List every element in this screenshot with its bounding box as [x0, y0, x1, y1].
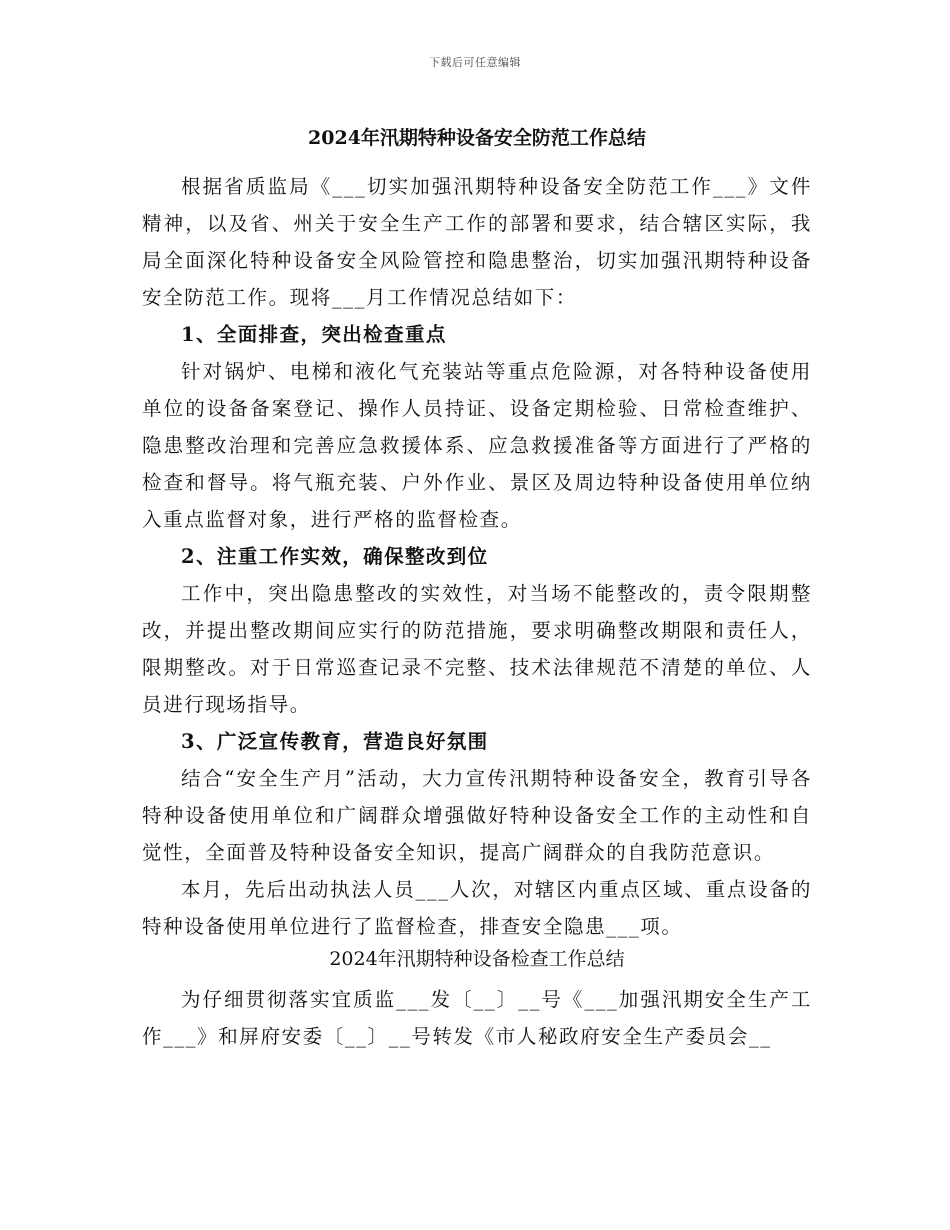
section-body-2: 工作中，突出隐患整改的实效性，对当场不能整改的，责令限期整改，并提出整改期间应实行的防范措施，要求明确整改期限和责任人，限期整改。对于日常巡查记录不完整、技术法律规范不清楚的单位、人员进行现场指导。 — [142, 582, 812, 716]
document-title: 2024年汛期特种设备安全防范工作总结 — [308, 127, 646, 149]
section-body-3: 结合“安全生产月”活动，大力宣传汛期特种设备安全，教育引导各特种设备使用单位和广阔群众增强做好特种设备安全工作的主动性和自觉性，全面普及特种设备安全知识，提高广阔群众的自我防范意识。 — [142, 767, 812, 864]
header-note: 下载后可任意编辑 — [429, 56, 521, 69]
section-heading-1: 1、全面排查，突出检查重点 — [181, 323, 447, 346]
intro-paragraph: 根据省质监局《___切实加强汛期特种设备安全防范工作___》文件精神，以及省、州关于安全生产工作的部署和要求，结合辖区实际，我局全面深化特种设备安全风险管控和隐患整治，切实加强汛期特种设备安全防范工作。现将___月工作情况总结如下： — [142, 175, 812, 309]
summary-paragraph: 本月，先后出动执法人员___人次，对辖区内重点区域、重点设备的特种设备使用单位进行了监督检查，排查安全隐患___项。 — [142, 878, 812, 938]
section-heading-2: 2、注重工作实效，确保整改到位 — [181, 545, 489, 568]
second-intro-paragraph: 为仔细贯彻落实宜质监___发〔__〕__号《___加强汛期安全生产工作___》和屏府安委〔__〕__号转发《市人秘政府安全生产委员会__ — [142, 988, 812, 1048]
document-body — [142, 124, 812, 1055]
second-document-title: 2024年汛期特种设备检查工作总结 — [329, 948, 625, 970]
section-body-1: 针对锅炉、电梯和液化气充装站等重点危险源，对各特种设备使用单位的设备备案登记、操作人员持证、设备定期检验、日常检查维护、隐患整改治理和完善应急救援体系、应急救援准备等方面进行了严格的检查和督导。将气瓶充装、户外作业、景区及周边特种设备使用单位纳入重点监督对象，进行严格的监督检查。 — [142, 360, 812, 531]
section-heading-3: 3、广泛宣传教育，营造良好氛围 — [181, 730, 489, 753]
